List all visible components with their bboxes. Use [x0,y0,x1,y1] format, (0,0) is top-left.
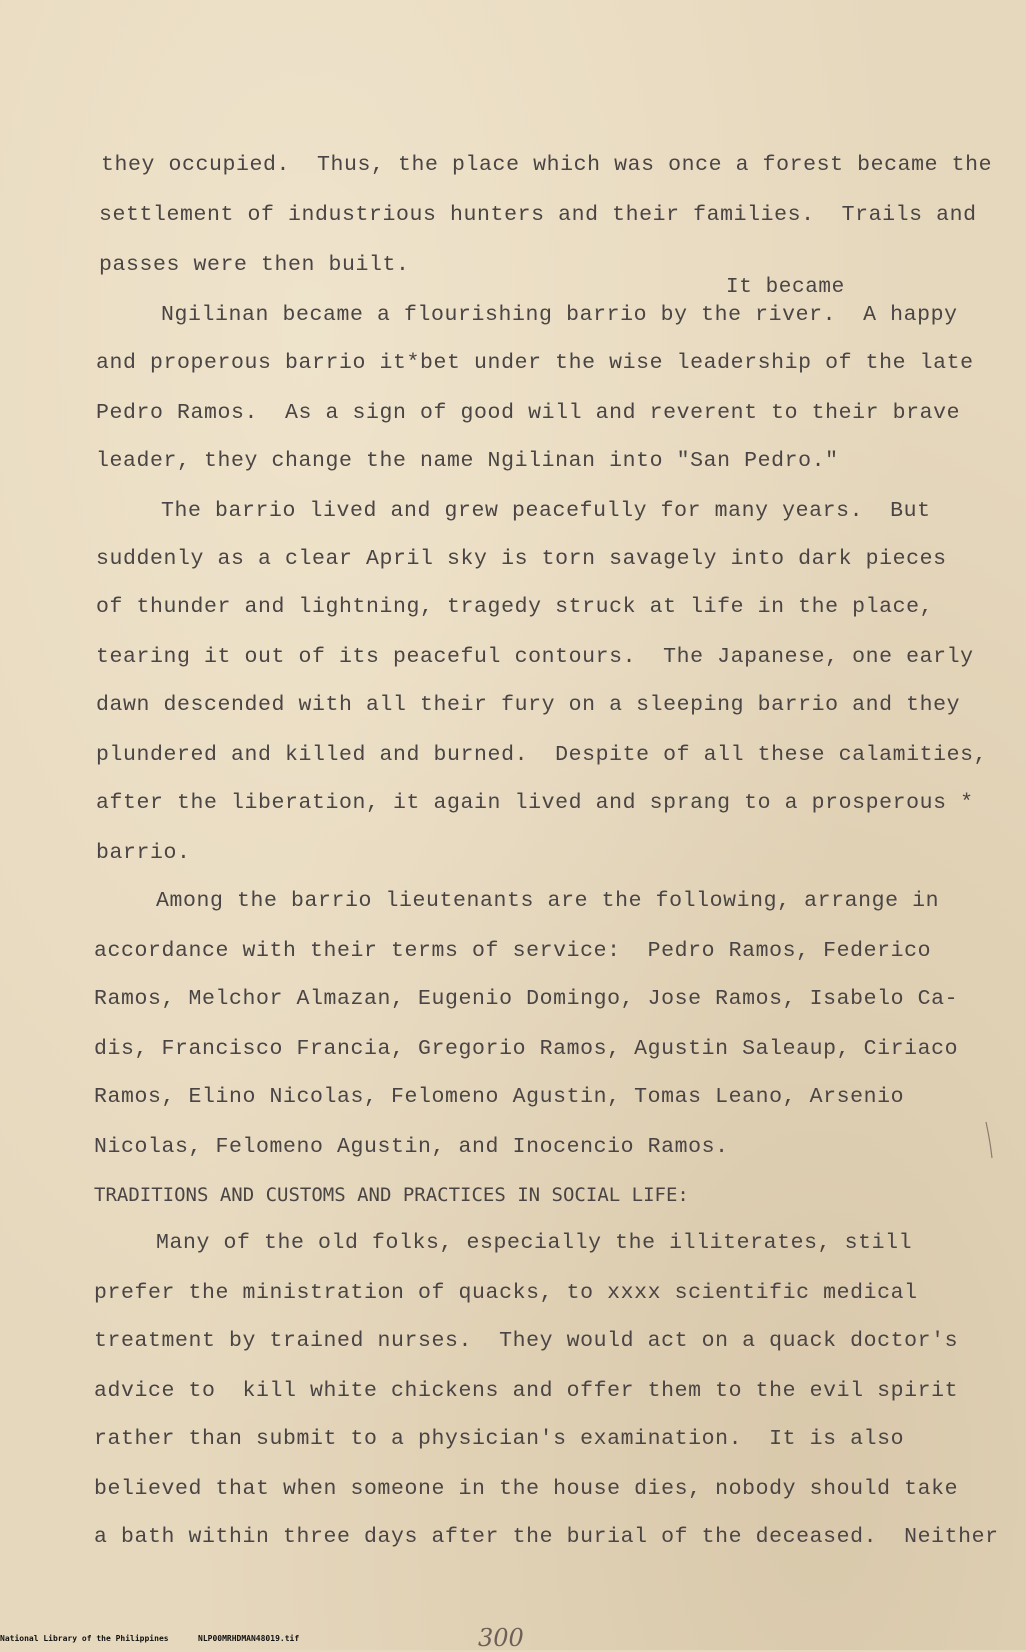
text-line: treatment by trained nurses. They would act on a quack doctor's [94,1329,959,1353]
handtyped-insertion: It became [726,276,845,299]
text-line: rather than submit to a physician's examination. It is also [94,1427,905,1451]
text-line: Ramos, Elino Nicolas, Felomeno Agustin, Tomas Leano, Arsenio [94,1085,905,1109]
text-line: dis, Francisco Francia, Gregorio Ramos, Agustin Saleaup, Ciriaco [94,1037,959,1061]
text-line: suddenly as a clear April sky is torn savagely into dark pieces [96,547,947,571]
text-line: prefer the ministration of quacks, to xxxx scientific medical [94,1281,918,1305]
text-line: Ngilinan became a flourishing barrio by the river. A happy [161,303,958,327]
text-line: advice to kill white chickens and offer them to the evil spirit [94,1379,959,1403]
text-line: settlement of industrious hunters and their families. Trails and [99,203,977,227]
text-line: accordance with their terms of service: Pedro Ramos, Federico [94,939,932,963]
footer-file-id: NLP00MRHDMAN48019.tif [198,1634,300,1643]
text-line: a bath within three days after the burial of the deceased. Neither [94,1525,999,1549]
text-line: Among the barrio lieutenants are the following, arrange in [156,889,940,913]
footer-library-name: National Library of the Philippines [0,1634,169,1643]
text-line: leader, they change the name Ngilinan into "San Pedro." [96,449,839,473]
text-line: tearing it out of its peaceful contours. The Japanese, one early [96,645,974,669]
text-line: passes were then built. [99,253,410,277]
text-line: plundered and killed and burned. Despite of all these calamities, [96,743,988,767]
text-line: of thunder and lightning, tragedy struck at life in the place, [96,595,934,619]
text-line: Nicolas, Felomeno Agustin, and Inocencio Ramos. [94,1135,729,1159]
section-heading: TRADITIONS AND CUSTOMS AND PRACTICES IN SOCIAL LIFE: [94,1184,689,1206]
text-line: dawn descended with all their fury on a sleeping barrio and they [96,693,961,717]
text-line: after the liberation, it again lived and sprang to a prosperous * [96,791,974,815]
text-line: they occupied. Thus, the place which was once a forest became the [101,153,993,177]
text-line: and properous barrio it*bet under the wise leadership of the late [96,351,974,375]
text-line: Many of the old folks, especially the illiterates, still [156,1231,913,1255]
text-line: barrio. [96,841,191,865]
text-line: believed that when someone in the house dies, nobody should take [94,1477,959,1501]
text-line: The barrio lived and grew peacefully for many years. But [161,499,931,523]
text-line: Ramos, Melchor Almazan, Eugenio Domingo, Jose Ramos, Isabelo Ca- [94,987,959,1011]
page-number: 300 [478,1624,524,1652]
text-line: Pedro Ramos. As a sign of good will and reverent to their brave [96,401,961,425]
margin-pencil-mark [984,1120,994,1160]
